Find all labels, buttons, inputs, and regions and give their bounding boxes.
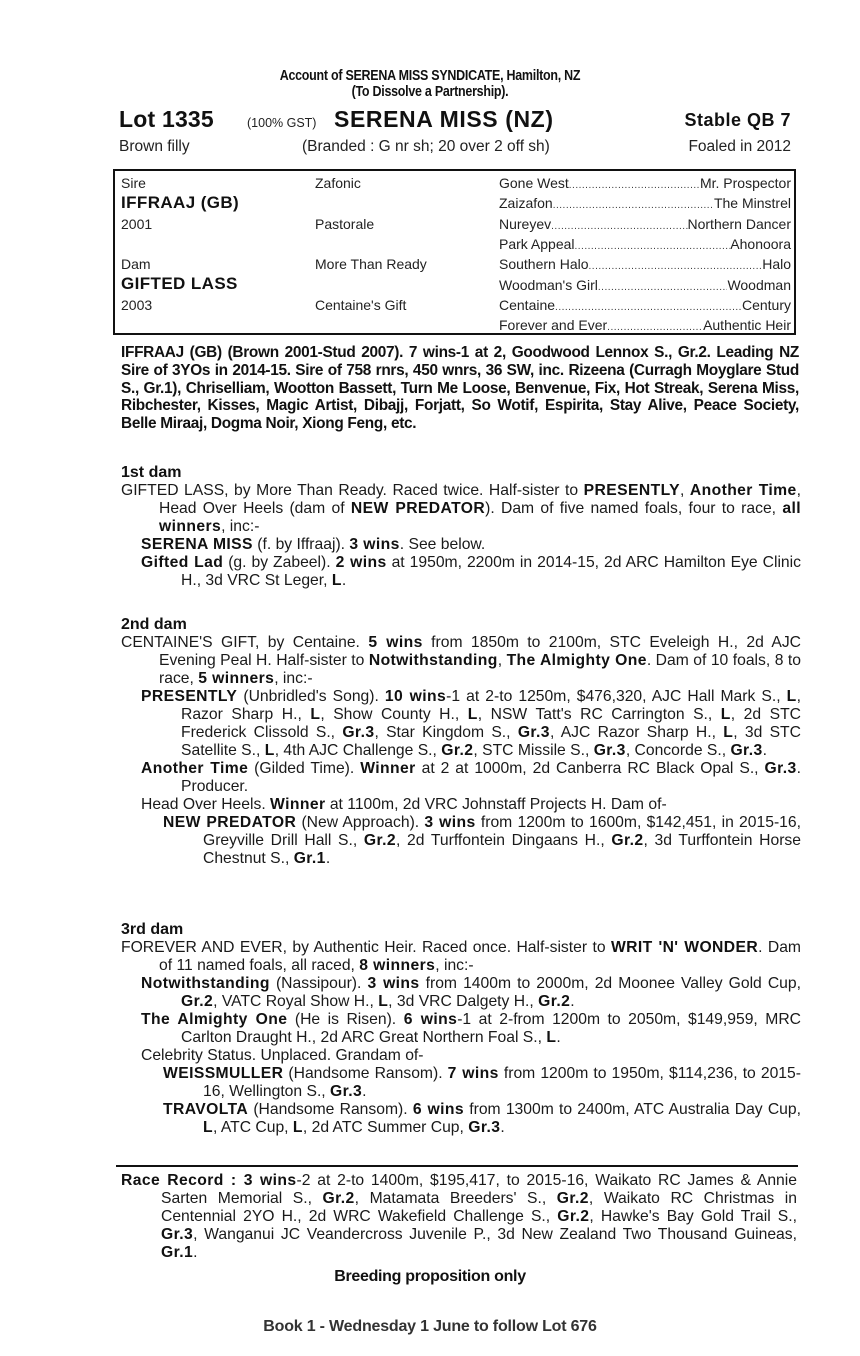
- grandparent-row: [499, 195, 791, 211]
- ancestor: Centaine: [499, 297, 556, 313]
- leader-dots: [553, 195, 714, 211]
- breeding-note: Breeding proposition only: [334, 1268, 526, 1285]
- section-heading: 3rd dam: [121, 921, 184, 938]
- first-dam-entries: [121, 482, 801, 590]
- grandparent-row: [499, 216, 791, 232]
- stable-location: Stable QB 7: [684, 110, 791, 130]
- leader-dots: [589, 256, 763, 272]
- vendor-note: (To Dissolve a Partnership).: [351, 84, 509, 100]
- pedigree-entry: Head Over Heels. Winner at 1100m, 2d VRC Johnstaff Projects H. Dam of-: [141, 796, 667, 813]
- dam-label: Dam: [121, 256, 151, 272]
- pedigree-entry: CENTAINE'S GIFT, by Centaine. 5 wins from 1850m to 2100m, STC Eveleigh H., 2d AJC Evening Peal H. Half-sister to Notwithstanding, The Almighty One. Dam of 10 foals, 8 to race, 5 winners, inc:-: [121, 634, 802, 687]
- leader-dots: [569, 175, 700, 191]
- sire-sire: Zafonic: [315, 175, 361, 191]
- ancestor-sire: Century: [741, 297, 791, 313]
- leader-dots: [555, 297, 742, 313]
- horse-name: SERENA MISS (NZ): [334, 106, 554, 132]
- sale-footer: Book 1 - Wednesday 1 June to follow Lot 676: [263, 1318, 597, 1335]
- pedigree-entry: Another Time (Gilded Time). Winner at 2 at 1000m, 2d Canberra RC Black Opal S., Gr.3. Producer.: [141, 760, 801, 795]
- lot-header: [119, 106, 795, 136]
- vendor-line: Account of SERENA MISS SYNDICATE, Hamilton, NZ: [279, 68, 581, 84]
- leader-dots: [598, 277, 728, 293]
- race-record-text: Race Record : 3 wins-2 at 2-to 1400m, $195,417, to 2015-16, Waikato RC James & Annie Sarten Memorial S., Gr.2, Matamata Breeders' S., Gr.2, Waikato RC Christmas in Centennial 2YO H., 2d WRC Wakefield Challenge S., Gr.2, Hawke's Bay Gold Trail S., Gr.3, Wanganui JC Veandercross Juvenile P., 3d New Zealand Two Thousand Guineas, Gr.1.: [121, 1172, 798, 1261]
- pedigree-entry: SERENA MISS (f. by Iffraaj). 3 wins. See below.: [141, 536, 486, 553]
- pedigree-entry: NEW PREDATOR (New Approach). 3 wins from 1200m to 1600m, $142,451, in 2015-16, Greyville Drill Hall S., Gr.2, 2d Turffontein Dingaans H., Gr.2, 3d Turffontein Horse Chestnut S., Gr.1.: [163, 814, 801, 867]
- sire-year: 2001: [121, 216, 153, 232]
- grandparent-row: [499, 277, 791, 293]
- dam-sire: More Than Ready: [315, 256, 427, 272]
- lot-number: Lot 1335: [119, 106, 214, 132]
- race-record: [121, 1172, 797, 1262]
- ancestor-sire: Mr. Prospector: [699, 175, 791, 191]
- pedigree-entry: TRAVOLTA (Handsome Ransom). 6 wins from 1300m to 2400m, ATC Australia Day Cup, L, ATC Cup, L, 2d ATC Summer Cup, Gr.3.: [163, 1101, 801, 1136]
- pedigree-entry: GIFTED LASS, by More Than Ready. Raced twice. Half-sister to PRESENTLY, Another Time, Head Over Heels (dam of NEW PREDATOR). Dam of five named foals, four to race, all winners, inc:-: [121, 482, 802, 535]
- grandparent-row: [499, 175, 791, 191]
- third-dam-section: [121, 921, 801, 1137]
- dam-year: 2003: [121, 297, 153, 313]
- dam-dam: Centaine's Gift: [315, 297, 407, 313]
- ancestor-sire: Northern Dancer: [687, 216, 791, 232]
- dam-name: GIFTED LASS: [121, 274, 238, 293]
- pedigree-entry: Gifted Lad (g. by Zabeel). 2 wins at 1950m, 2200m in 2014-15, 2d ARC Hamilton Eye Clinic H., 3d VRC St Leger, L.: [141, 554, 801, 589]
- ancestor: Forever and Ever: [499, 317, 608, 333]
- leader-dots: [575, 236, 731, 252]
- ancestor: Nureyev: [499, 216, 552, 232]
- divider: [116, 1165, 798, 1167]
- sire-label: Sire: [121, 175, 146, 191]
- ancestor-sire: Woodman: [727, 277, 791, 293]
- grandparent-row: [499, 297, 791, 313]
- ancestor: Southern Halo: [499, 256, 589, 272]
- ancestor: Zaizafon: [499, 195, 553, 211]
- ancestor: Woodman's Girl: [499, 277, 598, 293]
- leader-dots: [607, 317, 703, 333]
- gst-note: (100% GST): [247, 116, 317, 130]
- ancestor-sire: Ahonoora: [730, 236, 791, 252]
- pedigree-entry: FOREVER AND EVER, by Authentic Heir. Raced once. Half-sister to WRIT 'N' WONDER. Dam of 11 named foals, all raced, 8 winners, inc:-: [121, 939, 801, 974]
- grandparent-row: [499, 256, 791, 272]
- pedigree-entry: WEISSMULLER (Handsome Ransom). 7 wins from 1200m to 1950m, $114,236, to 2015-16, Wellington S., Gr.3.: [163, 1065, 801, 1100]
- grandparent-row: [499, 317, 791, 333]
- pedigree-entry: Notwithstanding (Nassipour). 3 wins from 1400m to 2000m, 2d Moonee Valley Gold Cup, Gr.2, VATC Royal Show H., L, 3d VRC Dalgety H., Gr.2.: [141, 975, 801, 1010]
- leader-dots: [551, 216, 687, 232]
- section-heading: 1st dam: [121, 464, 182, 481]
- second-dam-section: [121, 616, 801, 868]
- pedigree-entry: Celebrity Status. Unplaced. Grandam of-: [141, 1047, 424, 1064]
- third-dam-entries: [121, 939, 801, 1137]
- pedigree-entry: The Almighty One (He is Risen). 6 wins-1 at 2-from 1200m to 2050m, $149,959, MRC Carlton Draught H., 2d ARC Great Northern Foal S., L.: [141, 1011, 802, 1046]
- ancestor: Gone West: [499, 175, 569, 191]
- ancestor-sire: The Minstrel: [713, 195, 791, 211]
- grandparent-row: [499, 236, 791, 252]
- sire-name: IFFRAAJ (GB): [121, 193, 240, 212]
- ancestor: Park Appeal: [499, 236, 575, 252]
- second-dam-entries: [121, 634, 801, 868]
- lot-subheader: [119, 138, 795, 158]
- section-heading: 2nd dam: [121, 616, 187, 633]
- sire-dam: Pastorale: [315, 216, 375, 232]
- ancestor-sire: Halo: [762, 256, 791, 272]
- foaled-year: Foaled in 2012: [688, 138, 791, 155]
- first-dam-section: [121, 464, 801, 590]
- pedigree-entry: PRESENTLY (Unbridled's Song). 10 wins-1 at 2-to 1250m, $476,320, AJC Hall Mark S., L, Razor Sharp H., L, Show County H., L, NSW Tatt's RC Carrington S., L, 2d STC Frederick Clissold S., Gr.3, Star Kingdom S., Gr.3, AJC Razor Sharp H., L, 3d STC Satellite S., L, 4th AJC Challenge S., Gr.2, STC Missile S., Gr.3, Concorde S., Gr.3.: [141, 688, 801, 759]
- sex-colour: Brown filly: [119, 138, 190, 155]
- sire-summary: IFFRAAJ (GB) (Brown 2001-Stud 2007). 7 wins-1 at 2, Goodwood Lennox S., Gr.2. Leading NZ Sire of 3YOs in 2014-15. Sire of 758 rnrs, 450 wnrs, 36 SW, inc. Rizeena (Curragh Moyglare Stud S., Gr.1), Chriselliam, Wootton Bassett, Turn Me Loose, Benvenue, Fix, Hot Streak, Serena Miss, Ribchester, Kisses, Magic Artist, Dibajj, Forjatt, So Wotif, Espirita, Stay Alive, Peace Society, Belle Miraaj, Dogma Noir, Xiong Feng, etc.: [121, 344, 799, 433]
- ancestor-sire: Authentic Heir: [703, 317, 791, 333]
- pedigree-table: [113, 169, 796, 335]
- brand-description: (Branded : G nr sh; 20 over 2 off sh): [302, 138, 550, 155]
